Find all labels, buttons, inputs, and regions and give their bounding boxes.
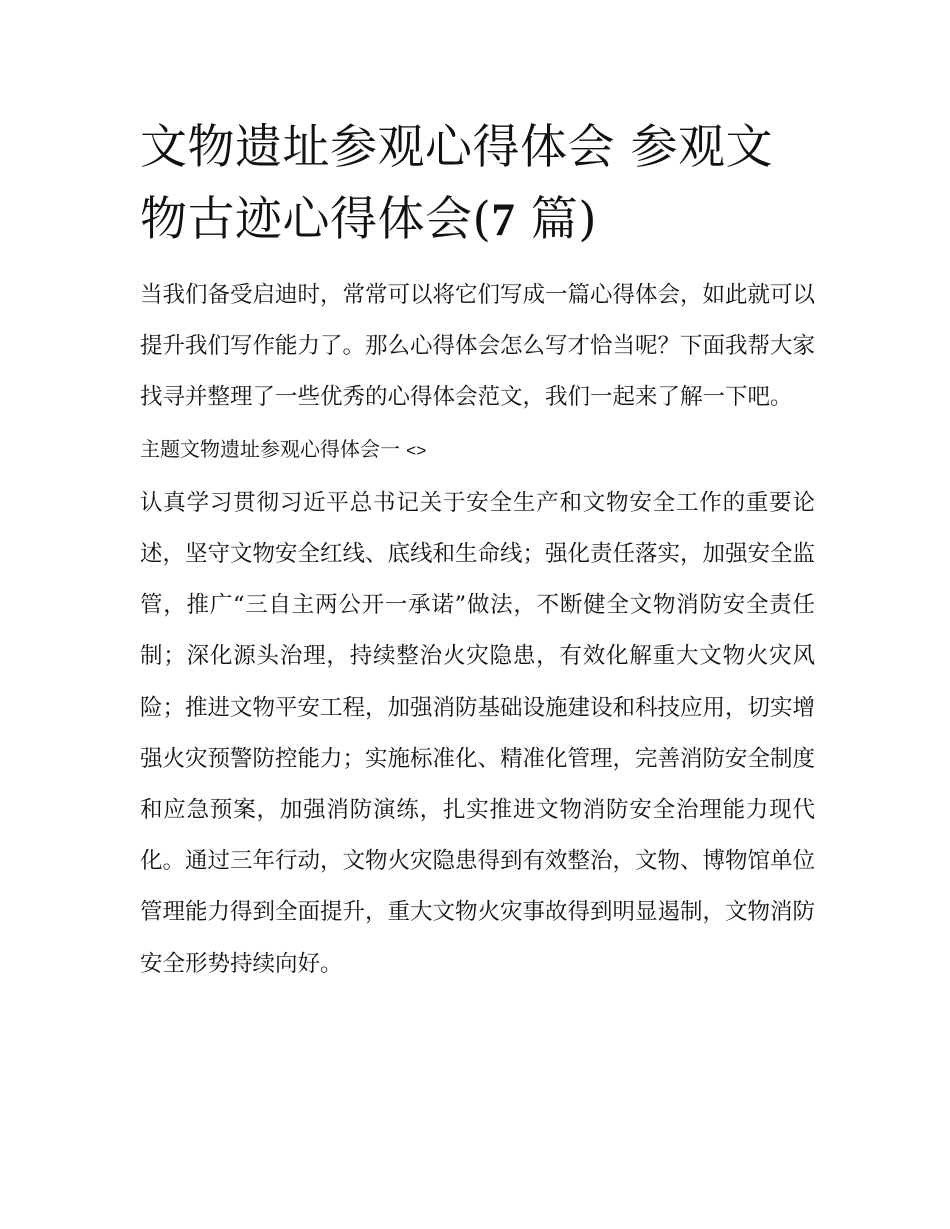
- title-line-2-prefix: 物古迹心得体会(: [140, 192, 492, 247]
- section-heading: [140, 424, 815, 478]
- section-body-paragraph: 认真学习贯彻习近平总书记关于安全生产和文物安全工作的重要论述，坚守文物安全红线、底线和生命线；强化责任落实，加强安全监管，推广“三自主两公开一承诺”做法，不断健全文物消防安全责任制；深化源头治理，持续整治火灾隐患，有效化解重大文物火灾风险；推进文物平安工程，加强消防基础设施建设和科技应用，切实增强火灾预警防控能力；实施标准化、精准化管理，完善消防安全制度和应急预案，加强消防演练，扎实推进文物消防安全治理能力现代化。通过三年行动，文物火灾隐患得到有效整治，文物、博物馆单位管理能力得到全面提升，重大文物火灾事故得到明显遏制，文物消防安全形势持续向好。: [140, 489, 816, 977]
- section-heading-tail: <>: [406, 442, 427, 462]
- title-line-2-suffix: 篇): [515, 192, 598, 247]
- section-heading-text: 主题文物遗址参观心得体会一: [140, 436, 400, 461]
- document-title: [140, 112, 815, 256]
- title-line-1: 文物遗址参观心得体会 参观文: [140, 120, 773, 175]
- intro-paragraph: 当我们备受启迪时，常常可以将它们写成一篇心得体会，如此就可以提升我们写作能力了。那么心得体会怎么写才恰当呢？下面我帮大家找寻并整理了一些优秀的心得体会范文，我们一起来了解一下吧。: [140, 282, 816, 411]
- title-number: 7: [491, 194, 516, 246]
- document-content: [140, 112, 815, 990]
